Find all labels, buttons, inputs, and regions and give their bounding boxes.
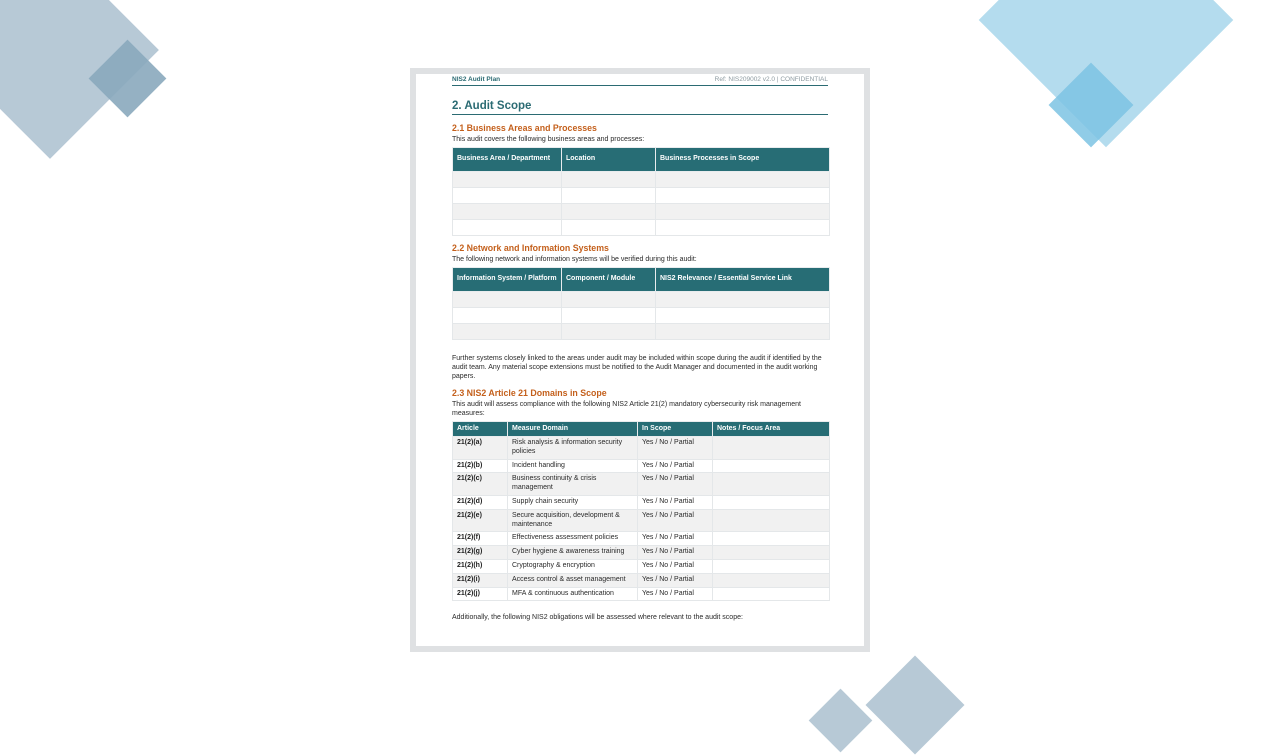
table-cell[interactable] [656, 308, 830, 324]
table-cell[interactable] [656, 220, 830, 236]
domain-cell: Cyber hygiene & awareness training [508, 546, 638, 560]
table-row [453, 437, 830, 460]
table-cell[interactable] [562, 188, 656, 204]
scope-cell[interactable]: Yes / No / Partial [638, 546, 713, 560]
scope-cell[interactable]: Yes / No / Partial [638, 559, 713, 573]
table-row [453, 559, 830, 573]
decorative-diamond-bottom-a [809, 689, 873, 753]
notes-cell[interactable] [713, 546, 830, 560]
table-cell[interactable] [453, 204, 562, 220]
table-row [453, 324, 830, 340]
table-cell[interactable] [562, 324, 656, 340]
decorative-diamond-bottom-b [866, 656, 965, 755]
domain-cell: MFA & continuous authentication [508, 587, 638, 601]
notes-cell[interactable] [713, 532, 830, 546]
table-row [453, 220, 830, 236]
domain-cell: Secure acquisition, development & maintenance [508, 509, 638, 532]
table-cell[interactable] [562, 292, 656, 308]
notes-cell[interactable] [713, 587, 830, 601]
column-header: Article [453, 422, 508, 437]
scope-cell[interactable]: Yes / No / Partial [638, 459, 713, 473]
table-row [453, 308, 830, 324]
column-header: In Scope [638, 422, 713, 437]
subsection-intro-2-2: The following network and information systems will be verified during this audit: [452, 256, 697, 263]
table-row [453, 172, 830, 188]
domain-cell: Business continuity & crisis management [508, 473, 638, 496]
article-cell: 21(2)(f) [453, 532, 508, 546]
table-row [453, 532, 830, 546]
table-cell[interactable] [562, 308, 656, 324]
subsection-title-2-1: 2.1 Business Areas and Processes [452, 123, 597, 133]
article-cell: 21(2)(a) [453, 437, 508, 460]
scope-cell[interactable]: Yes / No / Partial [638, 587, 713, 601]
table-row [453, 573, 830, 587]
article-cell: 21(2)(h) [453, 559, 508, 573]
notes-cell[interactable] [713, 459, 830, 473]
scope-extension-note: Further systems closely linked to the areas under audit may be included within scope during the audit if identified by the audit team. Any material scope extensions must be notified to the Audit Manager and documented in the audit working papers. [452, 355, 822, 380]
business-areas-table [452, 147, 830, 236]
scope-cell[interactable]: Yes / No / Partial [638, 473, 713, 496]
article-cell: 21(2)(i) [453, 573, 508, 587]
header-doc-title: NIS2 Audit Plan [452, 76, 501, 83]
domain-cell: Cryptography & encryption [508, 559, 638, 573]
domain-cell: Incident handling [508, 459, 638, 473]
table-row [453, 495, 830, 509]
table-row [453, 292, 830, 308]
table-cell[interactable] [656, 172, 830, 188]
scope-cell[interactable]: Yes / No / Partial [638, 573, 713, 587]
column-header: Location [562, 148, 656, 172]
article-cell: 21(2)(g) [453, 546, 508, 560]
table-cell[interactable] [562, 204, 656, 220]
document-page[interactable] [416, 74, 864, 646]
domain-cell: Risk analysis & information security policies [508, 437, 638, 460]
domain-cell: Access control & asset management [508, 573, 638, 587]
table-cell[interactable] [656, 324, 830, 340]
column-header: NIS2 Relevance / Essential Service Link [656, 268, 830, 292]
column-header: Information System / Platform [453, 268, 562, 292]
additional-obligations-text: Additionally, the following NIS2 obligations will be assessed where relevant to the audit scope: [452, 614, 743, 622]
table-cell[interactable] [453, 292, 562, 308]
notes-cell[interactable] [713, 437, 830, 460]
notes-cell[interactable] [713, 573, 830, 587]
subsection-title-2-2: 2.2 Network and Information Systems [452, 243, 609, 253]
header-reference: Ref: NIS209002 v2.0 | CONFIDENTIAL [714, 76, 828, 83]
domain-cell: Effectiveness assessment policies [508, 532, 638, 546]
article-cell: 21(2)(d) [453, 495, 508, 509]
table-header-row [453, 422, 830, 437]
domain-cell: Supply chain security [508, 495, 638, 509]
table-header-row [453, 268, 830, 292]
subsection-intro-2-1: This audit covers the following business areas and processes: [452, 136, 645, 143]
notes-cell[interactable] [713, 473, 830, 496]
article-cell: 21(2)(c) [453, 473, 508, 496]
table-cell[interactable] [656, 204, 830, 220]
table-row [453, 546, 830, 560]
subsection-title-2-3: 2.3 NIS2 Article 21 Domains in Scope [452, 388, 607, 398]
column-header: Business Processes in Scope [656, 148, 830, 172]
article-cell: 21(2)(e) [453, 509, 508, 532]
table-cell[interactable] [453, 220, 562, 236]
running-header [452, 74, 828, 86]
table-cell[interactable] [562, 172, 656, 188]
table-cell[interactable] [656, 188, 830, 204]
scope-cell[interactable]: Yes / No / Partial [638, 509, 713, 532]
table-row [453, 473, 830, 496]
column-header: Component / Module [562, 268, 656, 292]
article-cell: 21(2)(j) [453, 587, 508, 601]
table-row [453, 204, 830, 220]
table-cell[interactable] [453, 324, 562, 340]
column-header: Business Area / Department [453, 148, 562, 172]
table-cell[interactable] [453, 172, 562, 188]
scope-cell[interactable]: Yes / No / Partial [638, 495, 713, 509]
article-cell: 21(2)(b) [453, 459, 508, 473]
scope-cell[interactable]: Yes / No / Partial [638, 532, 713, 546]
table-cell[interactable] [453, 308, 562, 324]
table-cell[interactable] [453, 188, 562, 204]
notes-cell[interactable] [713, 559, 830, 573]
table-row [453, 587, 830, 601]
table-row [453, 459, 830, 473]
information-systems-table [452, 267, 830, 340]
page-content [452, 74, 828, 622]
subsection-intro-2-3: This audit will assess compliance with the following NIS2 Article 21(2) mandatory cybersecurity risk management measures: [452, 401, 801, 417]
section-title: 2. Audit Scope [452, 99, 828, 115]
article-21-domains-table [452, 421, 830, 601]
notes-cell[interactable] [713, 509, 830, 532]
table-cell[interactable] [656, 292, 830, 308]
scope-cell[interactable]: Yes / No / Partial [638, 437, 713, 460]
table-header-row [453, 148, 830, 172]
notes-cell[interactable] [713, 495, 830, 509]
column-header: Notes / Focus Area [713, 422, 830, 437]
table-cell[interactable] [562, 220, 656, 236]
table-row [453, 509, 830, 532]
table-row [453, 188, 830, 204]
column-header: Measure Domain [508, 422, 638, 437]
